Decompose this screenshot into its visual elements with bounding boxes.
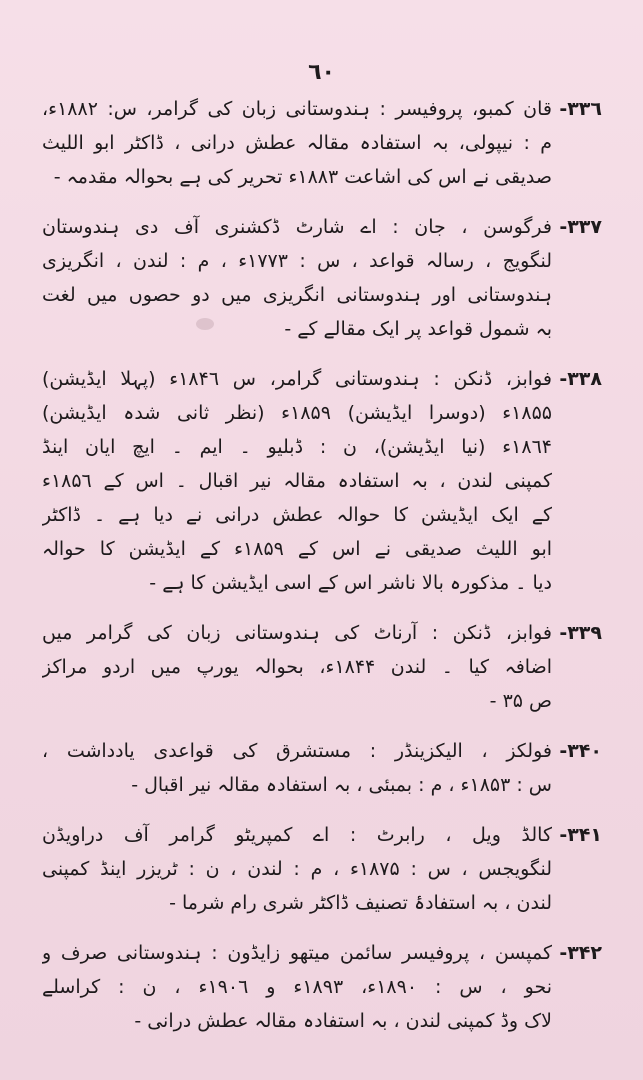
entry-line bbox=[42, 886, 602, 920]
entry-text: لنگویجس ، س : ۱۸۷۵ء ، م : لندن ، ن : ٹریزر اینڈ کمپنی bbox=[42, 858, 552, 880]
entry-line bbox=[42, 160, 602, 194]
entry-text: فرگوسن ، جان : اے شارٹ ڈکشنری آف دی ہندوستان bbox=[42, 216, 552, 238]
entry-text: کمپنی لندن ، بہ استفادہ مقالہ نیر اقبال ۔ اس کے ۱۸۵٦ء bbox=[42, 470, 552, 492]
bibliography-entry bbox=[42, 92, 602, 194]
entry-line bbox=[42, 852, 602, 886]
entry-text: لندن ، بہ استفادۂ تصنیف ڈاکٹر شری رام شرما - bbox=[169, 892, 552, 914]
entry-number: ۳۳۷- bbox=[559, 216, 602, 238]
entry-line bbox=[42, 244, 602, 278]
entry-line bbox=[42, 734, 602, 768]
entry-line bbox=[42, 970, 602, 1004]
bibliography-list bbox=[42, 92, 602, 1054]
entry-text: کمپسن ، پروفیسر سائمن میتھو زایڈون : ہندوستانی صرف و bbox=[42, 942, 552, 964]
entry-text: صدیقی نے اس کی اشاعت ۱۸۸۳ء تحریر کی ہے بحوالہ مقدمہ - bbox=[53, 166, 552, 188]
entry-line bbox=[42, 92, 602, 126]
bibliography-entry bbox=[42, 210, 602, 346]
entry-text: بہ شمول قواعد پر ایک مقالے کے - bbox=[284, 318, 552, 340]
entry-line bbox=[42, 616, 602, 650]
entry-line bbox=[42, 1004, 602, 1038]
entry-text: م : نیپولی، بہ استفادہ مقالہ عطش درانی ، ڈاکٹر ابو اللیث bbox=[42, 132, 552, 154]
entry-text: قان کمبو، پروفیسر : ہندوستانی زبان کی گرامر، س: ۱۸۸۲ء، bbox=[42, 98, 552, 120]
entry-number: ۳۳٦- bbox=[559, 98, 602, 120]
entry-line bbox=[42, 396, 602, 430]
entry-number: ۳۴۱- bbox=[559, 824, 602, 846]
entry-text: کے ایک ایڈیشن کا حوالہ عطش درانی نے دیا ہے ۔ ڈاکٹر bbox=[42, 504, 552, 526]
entry-text: ص ۳۵ - bbox=[489, 690, 552, 712]
entry-number: ۳۴۲- bbox=[559, 942, 602, 964]
entry-number: ۳۳۸- bbox=[559, 368, 602, 390]
entry-text: س : ۱۸۵۳ء ، م : بمبئی ، بہ استفادہ مقالہ نیر اقبال - bbox=[131, 774, 552, 796]
entry-text: نحو ، س : ۱۸۹۰ء، ۱۸۹۳ء و ۱۹۰٦ء ، ن : کراسلے bbox=[42, 976, 552, 998]
entry-line bbox=[42, 684, 602, 718]
bibliography-entry bbox=[42, 734, 602, 802]
entry-line bbox=[42, 278, 602, 312]
entry-text: اضافہ کیا ۔ لندن ۱۸۴۴ء، بحوالہ یورپ میں اردو مراکز bbox=[42, 656, 552, 678]
page-number: ٦٠ bbox=[308, 60, 335, 85]
bibliography-entry bbox=[42, 936, 602, 1038]
entry-line bbox=[42, 126, 602, 160]
entry-line bbox=[42, 362, 602, 396]
entry-text: فولکز ، الیکزینڈر : مستشرق کی قواعدی یادداشت ، bbox=[42, 740, 552, 762]
entry-line bbox=[42, 566, 602, 600]
entry-text: فوابز، ڈنکن : آرناٹ کی ہندوستانی زبان کی گرامر میں bbox=[42, 622, 552, 644]
entry-text: لاک وڈ کمپنی لندن ، بہ استفادہ مقالہ عطش درانی - bbox=[134, 1010, 552, 1032]
entry-text: دیا ۔ مذکورہ بالا ناشر اس کے اسی ایڈیشن کا ہے - bbox=[149, 572, 552, 594]
entry-line bbox=[42, 650, 602, 684]
bibliography-entry bbox=[42, 616, 602, 718]
entry-text: کالڈ ویل ، رابرٹ : اے کمپریٹو گرامر آف دراویڈن bbox=[42, 824, 552, 846]
entry-text: ۱۸٦۴ء (نیا ایڈیشن)، ن : ڈبلیو ۔ ایم ۔ ایچ ایان اینڈ bbox=[42, 436, 552, 458]
entry-line bbox=[42, 936, 602, 970]
entry-line bbox=[42, 312, 602, 346]
entry-text: ہندوستانی اور ہندوستانی انگریزی میں دو حصوں میں لغت bbox=[42, 284, 552, 306]
entry-line bbox=[42, 768, 602, 802]
bibliography-entry bbox=[42, 362, 602, 600]
entry-number: ۳۳۹- bbox=[559, 622, 602, 644]
entry-line bbox=[42, 532, 602, 566]
entry-line bbox=[42, 464, 602, 498]
entry-line bbox=[42, 498, 602, 532]
entry-text: لنگویج ، رسالہ قواعد ، س : ۱۷۷۳ء ، م : لندن ، انگریزی bbox=[42, 250, 552, 272]
entry-number: ۳۴۰- bbox=[559, 740, 602, 762]
entry-text: ۱۸۵۵ء (دوسرا ایڈیشن) ۱۸۵۹ء (نظر ثانی شدہ ایڈیشن) bbox=[42, 402, 552, 424]
bibliography-entry bbox=[42, 818, 602, 920]
entry-line bbox=[42, 210, 602, 244]
entry-line bbox=[42, 818, 602, 852]
entry-text: ابو اللیث صدیقی نے اس کے ۱۸۵۹ء کے ایڈیشن کا حوالہ bbox=[42, 538, 552, 560]
entry-line bbox=[42, 430, 602, 464]
entry-text: فوابز، ڈنکن : ہندوستانی گرامر، س ۱۸۴٦ء (پہلا ایڈیشن) bbox=[42, 368, 552, 390]
